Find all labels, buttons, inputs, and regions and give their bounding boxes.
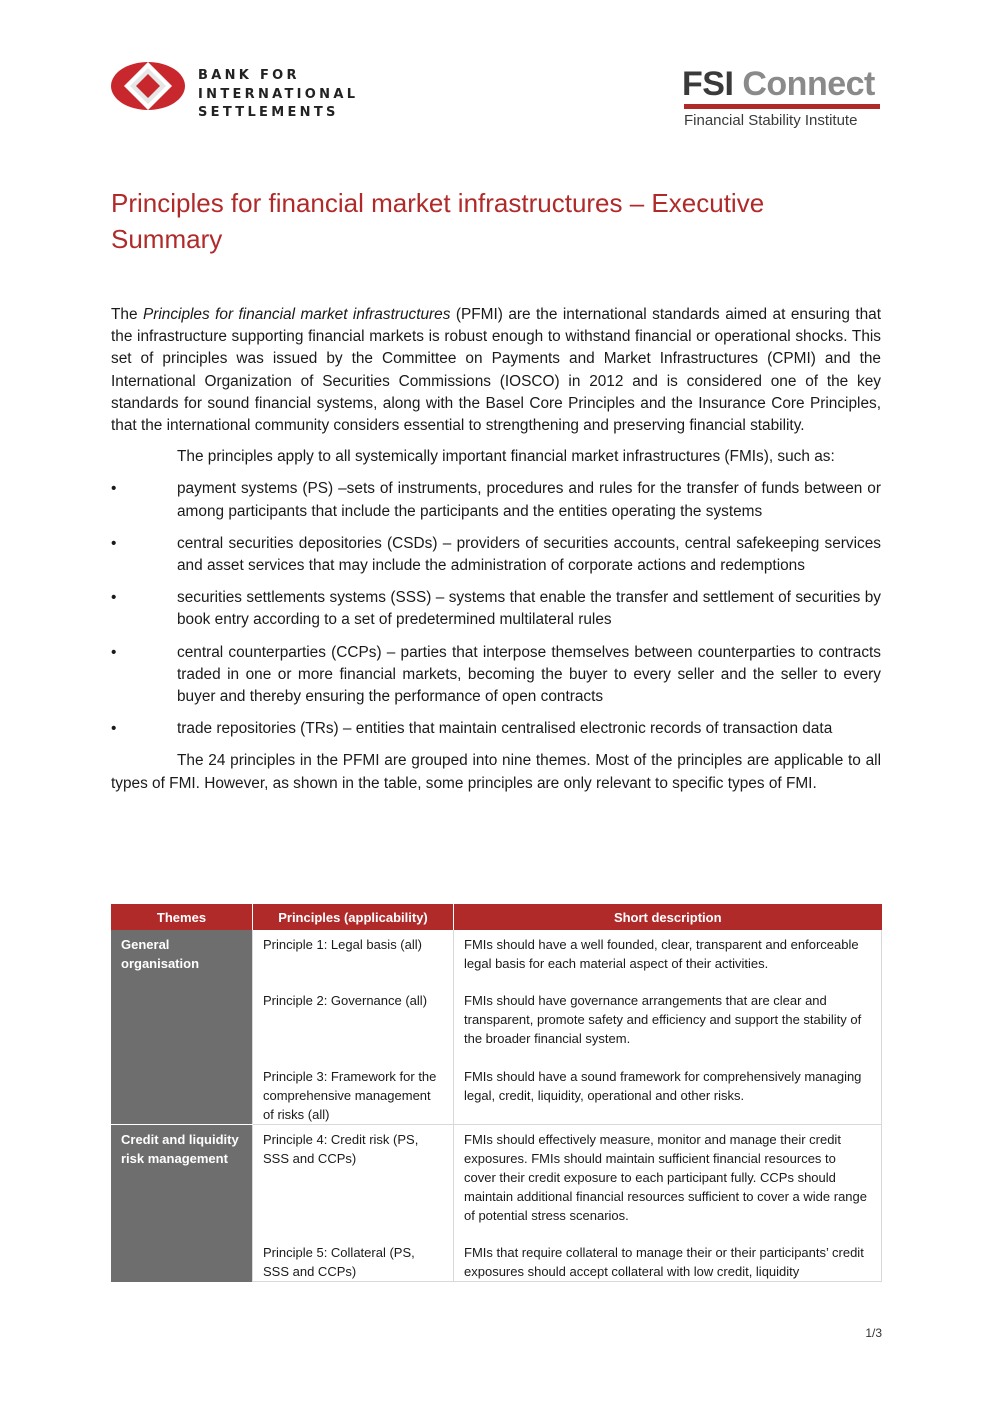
header-description: Short description bbox=[454, 904, 882, 930]
intro-rest: (PFMI) are the international standards aimed at ensuring that the infrastructure supporting financial markets is robust enough to withstand financial or operational shocks. This set of principles was issued by the Committee on Payments and Market Infrastructures (CPMI) and the International Organization of Securities Commissions (IOSCO) in 2012 and is considered one of the key standards for sound financial systems, along with the Basel Core Principles and the Insurance Core Principles, that the international community considers essential to strengthening and preserving financial stability. bbox=[111, 306, 881, 435]
table-header-row bbox=[111, 904, 882, 930]
fsi-title bbox=[682, 66, 875, 102]
fsi-connect-logo bbox=[682, 66, 882, 136]
list-item bbox=[111, 478, 881, 522]
bis-line-3: SETTLEMENTS bbox=[198, 105, 339, 120]
list-item bbox=[111, 642, 881, 709]
grouping-paragraph: The 24 principles in the PFMI are grouped into nine themes. Most of the principles are applicable to all types of FMI. However, as shown in the table, some principles are only relevant to specific types of FMI. bbox=[111, 752, 881, 792]
header-themes: Themes bbox=[111, 904, 253, 930]
principle-cell: Principle 1: Legal basis (all) bbox=[253, 930, 454, 986]
page-number: 1/3 bbox=[865, 1326, 882, 1340]
bis-diamond-logo-icon bbox=[110, 60, 186, 112]
list-item bbox=[111, 587, 881, 631]
list-item-text: securities settlements systems (SSS) – systems that enable the transfer and settlement of securities by book entry according to a set of predetermined multilateral rules bbox=[177, 589, 881, 629]
list-item-text: trade repositories (TRs) – entities that maintain centralised electronic records of transaction data bbox=[177, 720, 833, 738]
header-principles: Principles (applicability) bbox=[253, 904, 454, 930]
document-title: Principles for financial market infrastructures – Executive Summary bbox=[111, 188, 765, 254]
bis-line-1: BANK FOR bbox=[198, 68, 300, 83]
intro-paragraph bbox=[111, 304, 881, 437]
theme-cell: Credit and liquidity risk management bbox=[111, 1125, 253, 1282]
fsi-title-b: Connect bbox=[742, 65, 875, 103]
bullet-icon: • bbox=[111, 480, 117, 498]
bis-line-2: INTERNATIONAL bbox=[198, 86, 359, 102]
description-cell: FMIs that require collateral to manage their or their participants’ credit exposures should accept collateral with low credit, liquidity bbox=[454, 1238, 882, 1282]
bullet-icon: • bbox=[111, 720, 117, 738]
document-body bbox=[111, 304, 881, 795]
description-cell: FMIs should effectively measure, monitor and manage their credit exposures. FMIs should maintain sufficient financial resources to cover their credit exposure to each participant fully. CCPs should maintain additional financial resources sufficient to cover a wide range of potential stress scenarios. bbox=[454, 1125, 882, 1239]
fmi-type-list bbox=[111, 478, 881, 740]
list-item bbox=[111, 533, 881, 577]
bis-logo bbox=[110, 58, 359, 128]
principle-cell: Principle 3: Framework for the comprehensive management of risks (all) bbox=[253, 1062, 454, 1125]
list-item-text: central counterparties (CCPs) – parties that interpose themselves between counterparties to contracts traded in one or more financial markets, becoming the buyer to every seller and the seller to every buyer and thereby ensuring the performance of open contracts bbox=[177, 643, 881, 706]
principle-cell: Principle 4: Credit risk (PS, SSS and CCPs) bbox=[253, 1125, 454, 1239]
fsi-title-a: FSI bbox=[682, 65, 734, 103]
bullet-icon: • bbox=[111, 589, 117, 607]
theme-cell: General organisation bbox=[111, 930, 253, 1125]
fsi-red-rule bbox=[684, 104, 880, 109]
principle-cell: Principle 2: Governance (all) bbox=[253, 986, 454, 1062]
fsi-subtitle: Financial Stability Institute bbox=[684, 112, 858, 129]
table-row bbox=[111, 1125, 882, 1239]
principles-table bbox=[111, 904, 882, 1282]
description-cell: FMIs should have governance arrangements that are clear and transparent, promote safety and efficiency and support the stability of the broader financial system. bbox=[454, 986, 882, 1062]
table-row bbox=[111, 930, 882, 986]
apply-paragraph: The principles apply to all systemically important financial market infrastructures (FMIs), such as: bbox=[177, 448, 835, 466]
list-item bbox=[111, 718, 881, 740]
list-item-text: payment systems (PS) –sets of instruments, procedures and rules for the transfer of funds between or among participants that include the participants and the entities operating the systems bbox=[177, 480, 881, 520]
intro-lead: The bbox=[111, 306, 143, 323]
description-cell: FMIs should have a sound framework for comprehensively managing legal, credit, liquidity, operational and other risks. bbox=[454, 1062, 882, 1125]
bis-wordmark bbox=[198, 67, 358, 123]
principle-cell: Principle 5: Collateral (PS, SSS and CCPs) bbox=[253, 1238, 454, 1282]
bullet-icon: • bbox=[111, 643, 117, 661]
bullet-icon: • bbox=[111, 534, 117, 552]
intro-italic-title: Principles for financial market infrastructures bbox=[142, 306, 451, 323]
description-cell: FMIs should have a well founded, clear, transparent and enforceable legal basis for each material aspect of their activities. bbox=[454, 930, 882, 986]
list-item-text: central securities depositories (CSDs) – providers of securities accounts, central safekeeping services and asset services that may include the administration of corporate actions and redemptions bbox=[177, 534, 881, 575]
